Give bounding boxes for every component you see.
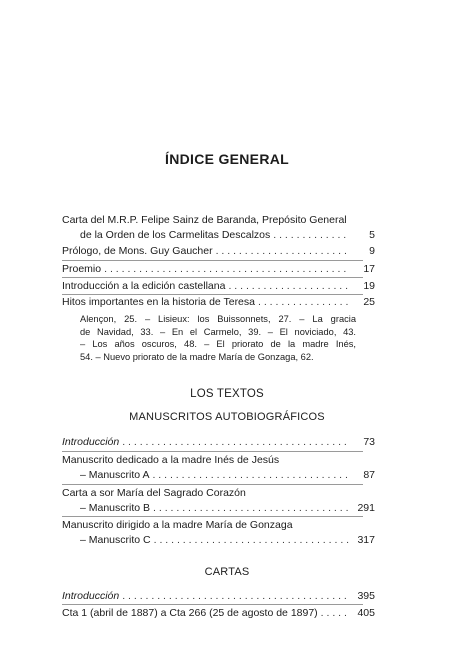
toc-entry-label: – Manuscrito C <box>80 534 151 546</box>
divider <box>62 260 363 261</box>
section-heading-los-textos: LOS TEXTOS <box>190 388 264 400</box>
toc-entry-line: Manuscrito dirigido a la madre María de Gonzaga <box>62 519 293 531</box>
toc-page-number: 5 <box>369 229 375 241</box>
subsection-heading-cartas: CARTAS <box>204 566 250 578</box>
dot-leader <box>154 533 350 548</box>
dot-leader <box>216 244 350 259</box>
toc-entry-row <box>62 533 375 548</box>
hitos-subitem-line: – Los años oscuros, 48. – El priorato de la madre Inés, <box>80 339 356 349</box>
toc-entry-manuscrito-a[interactable] <box>62 453 375 483</box>
hitos-subitem-line: 54. – Nuevo priorato de la madre María de Gonzaga, 62. <box>80 351 314 362</box>
dot-leader <box>122 435 350 450</box>
toc-entry-line: Carta a sor María del Sagrado Corazón <box>62 487 246 499</box>
toc-page-number: 25 <box>363 296 375 308</box>
dot-leader <box>321 606 350 621</box>
toc-entry-row <box>62 228 375 243</box>
dot-leader <box>258 295 350 310</box>
divider <box>62 451 363 452</box>
toc-page-number: 19 <box>363 280 375 292</box>
toc-entry-manuscritos-intro[interactable] <box>62 435 375 450</box>
toc-entry-label: – Manuscrito A <box>80 469 150 481</box>
divider <box>62 516 363 517</box>
toc-entry-row <box>62 279 375 294</box>
dot-leader <box>122 589 350 604</box>
hitos-subitem-line: Alençon, 25. – Lisieux: los Buissonnets, 27. – La gracia <box>80 314 356 324</box>
toc-page-number: 9 <box>369 245 375 257</box>
hitos-subitems <box>80 313 356 363</box>
toc-entry-row <box>62 262 375 277</box>
dot-leader <box>152 468 350 483</box>
toc-entry-label: de la Orden de los Carmelitas Descalzos <box>80 229 271 241</box>
toc-page-number: 405 <box>357 607 375 619</box>
toc-entry-hitos[interactable] <box>62 295 375 310</box>
toc-entry-label: Introducción <box>62 436 120 448</box>
toc-entry-prologo[interactable] <box>62 244 375 259</box>
toc-page-number: 395 <box>357 590 375 602</box>
toc-entry-cartas-range[interactable] <box>62 606 375 621</box>
toc-page-number: 17 <box>363 263 375 275</box>
toc-entry-carta-prepósito[interactable] <box>62 213 375 243</box>
toc-page-number: 73 <box>363 436 375 448</box>
toc-entry-label: Prólogo, de Mons. Guy Gaucher <box>62 245 213 257</box>
toc-entry-proemio[interactable] <box>62 262 375 277</box>
dot-leader <box>153 501 350 516</box>
toc-entry-label: Proemio <box>62 263 102 275</box>
toc-entry-label: Introducción a la edición castellana <box>62 280 226 292</box>
toc-entry-manuscrito-c[interactable] <box>62 518 375 548</box>
toc-title: ÍNDICE GENERAL <box>165 151 289 167</box>
toc-entry-line: Manuscrito dedicado a la madre Inés de Jesús <box>62 454 280 466</box>
toc-entry-manuscrito-b[interactable] <box>62 486 375 516</box>
divider <box>62 484 363 485</box>
toc-page-number: 87 <box>363 469 375 481</box>
toc-entry-row <box>62 589 375 604</box>
divider <box>62 604 363 605</box>
toc-entry-label: Cta 1 (abril de 1887) a Cta 266 (25 de agosto de 1897) <box>62 607 318 619</box>
toc-entry-row <box>62 435 375 450</box>
dot-leader <box>104 262 350 277</box>
toc-entry-row <box>62 295 375 310</box>
subsection-heading-manuscritos: MANUSCRITOS AUTOBIOGRÁFICOS <box>129 411 325 423</box>
toc-entry-row <box>62 468 375 483</box>
hitos-subitem-line: de Navidad, 33. – En el Carmelo, 39. – El noviciado, 43. <box>80 326 356 337</box>
toc-entry-label: Hitos importantes en la historia de Teresa <box>62 296 255 308</box>
toc-page-number: 291 <box>357 502 375 514</box>
toc-entry-label: – Manuscrito B <box>80 502 151 514</box>
toc-entry-introduccion-castellana[interactable] <box>62 279 375 294</box>
toc-entry-line: Carta del M.R.P. Felipe Sainz de Baranda, Prepósito General <box>62 214 347 226</box>
dot-leader <box>228 279 350 294</box>
toc-entry-row <box>62 501 375 516</box>
toc-entry-cartas-intro[interactable] <box>62 589 375 604</box>
divider <box>62 277 363 278</box>
toc-entry-row <box>62 606 375 621</box>
toc-entry-row <box>62 244 375 259</box>
toc-entry-label: Introducción <box>62 590 120 602</box>
dot-leader <box>273 228 350 243</box>
toc-page-number: 317 <box>357 534 375 546</box>
